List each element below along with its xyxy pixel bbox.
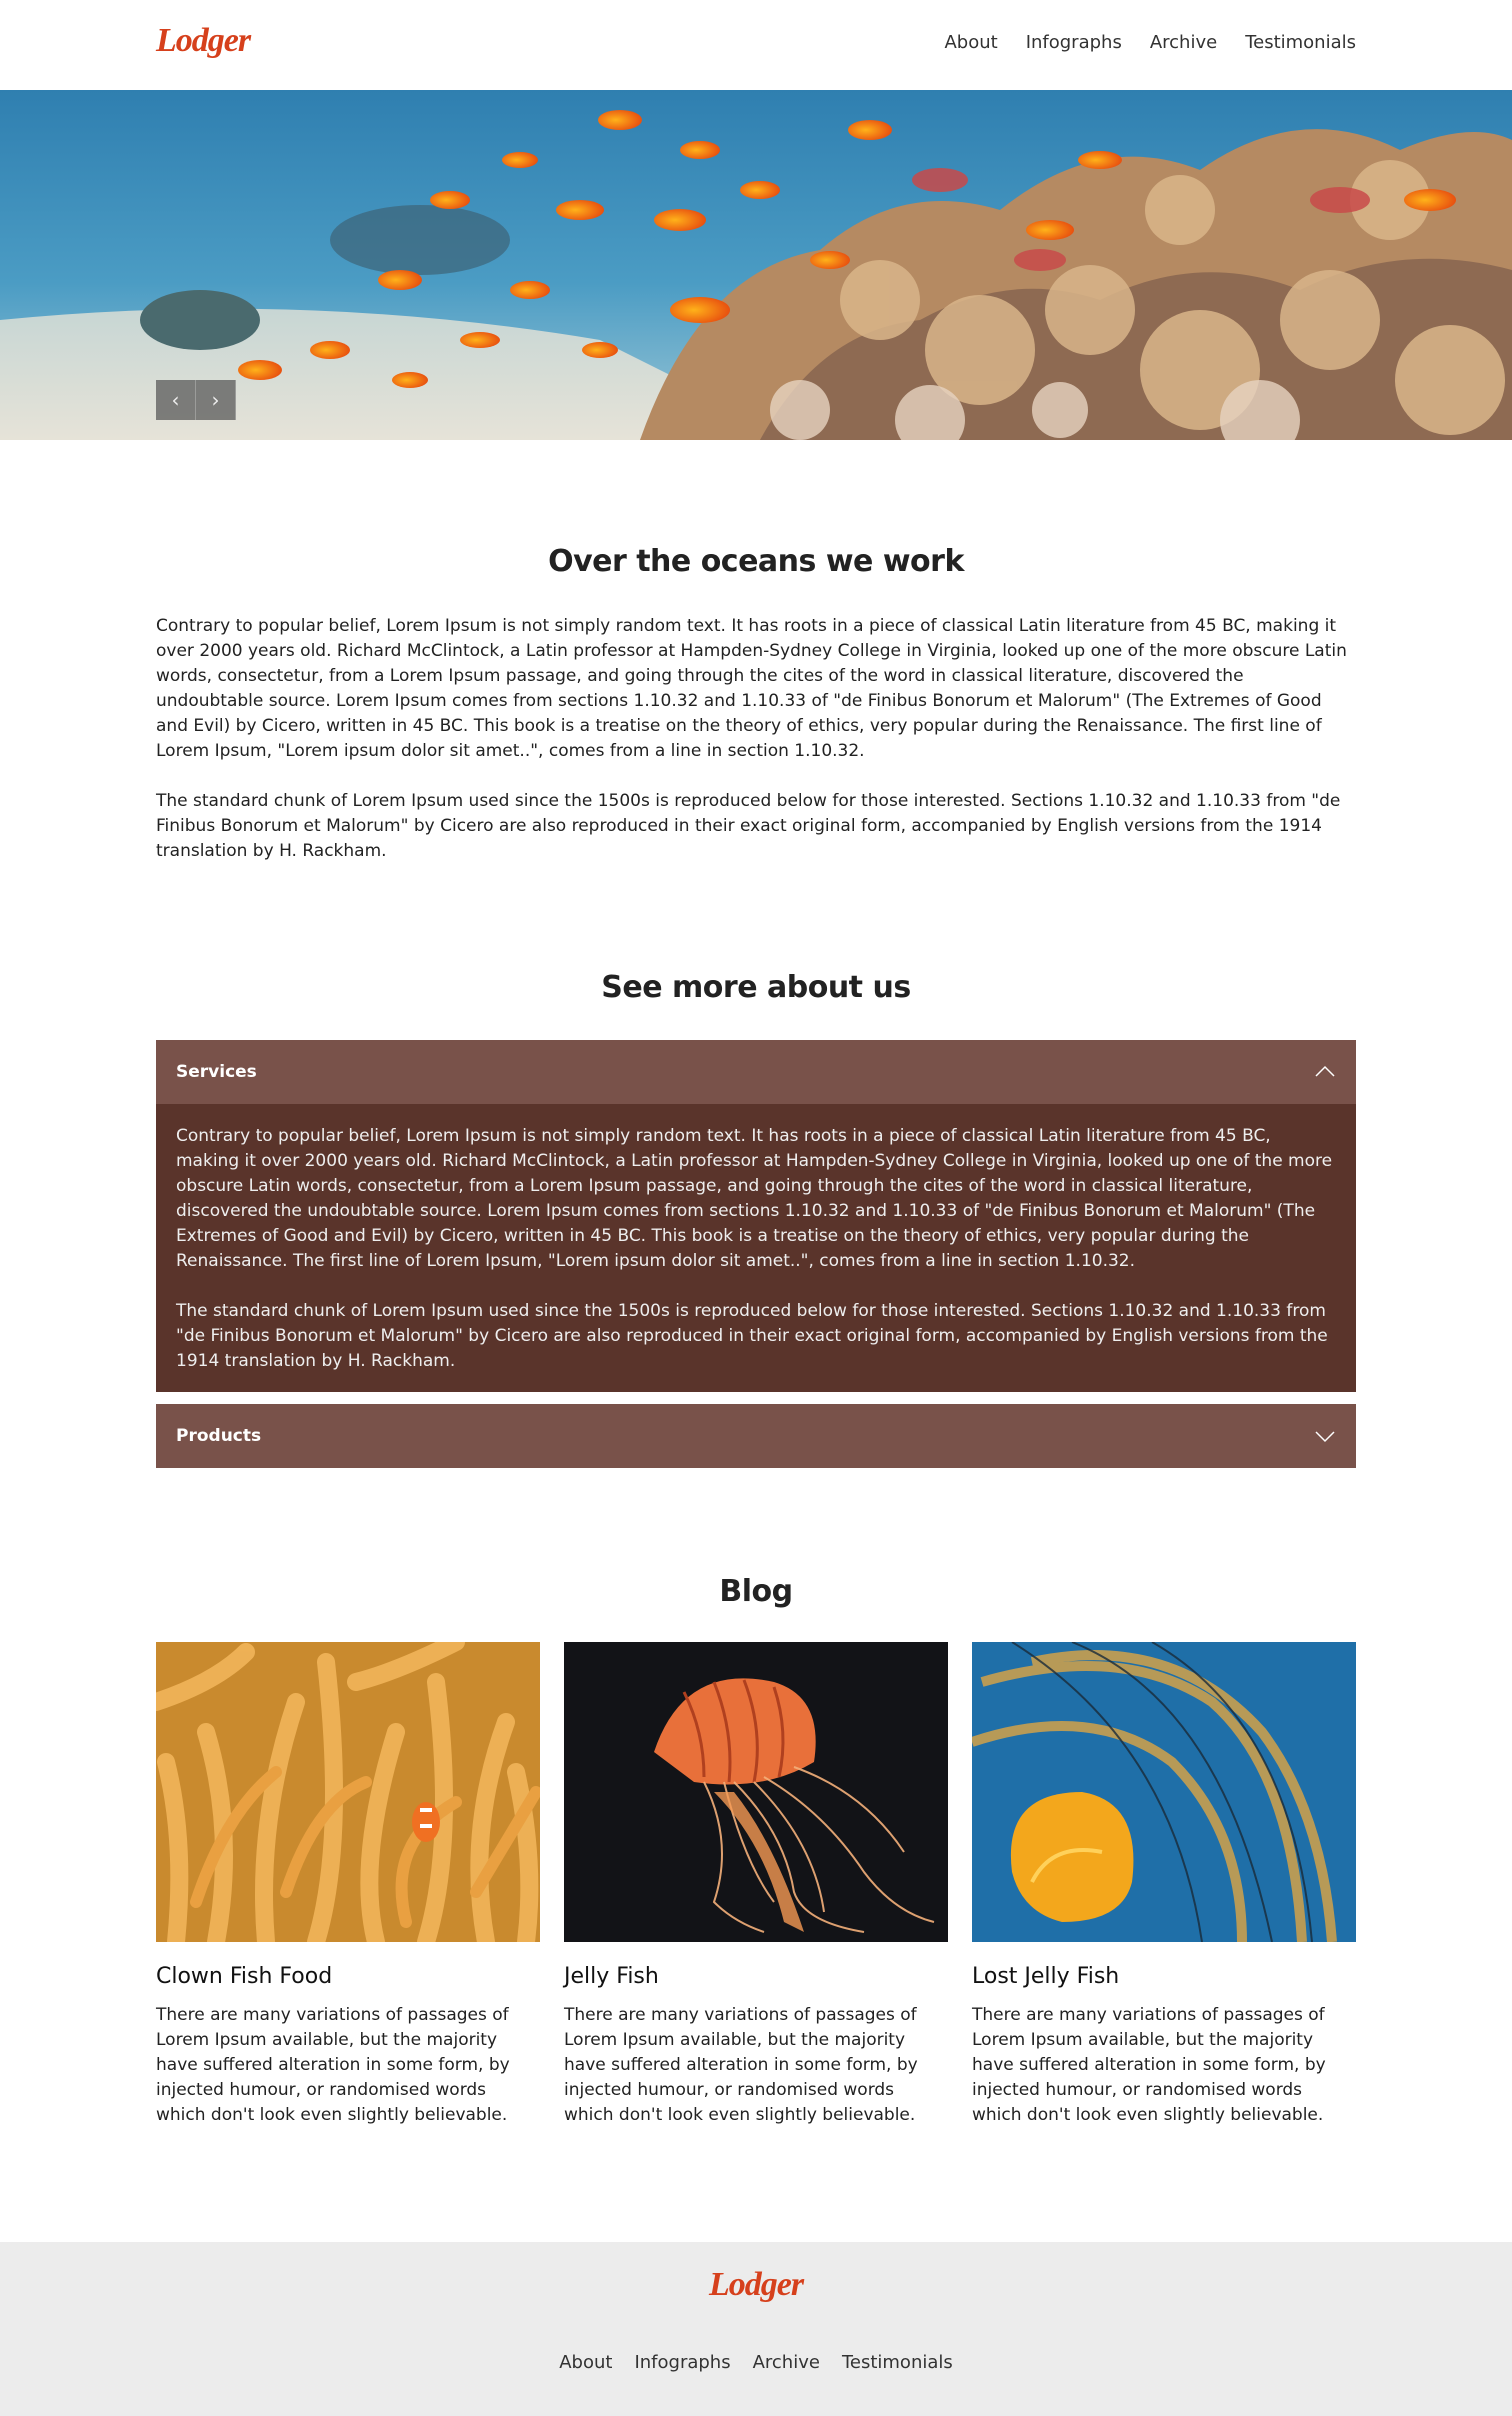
nav-link-archive[interactable]: Archive [1149,32,1218,53]
footer-logo[interactable]: Lodger [708,2266,804,2303]
blog-card[interactable] [156,1642,540,2128]
slider-prev-button[interactable] [156,380,196,420]
footer-link-archive[interactable]: Archive [752,2352,820,2373]
blog-post-title[interactable]: Lost Jelly Fish [972,1964,1120,1989]
footer-link-infographs[interactable]: Infographs [634,2352,731,2373]
main-nav [944,32,1356,53]
site-footer [0,2242,1512,2416]
blog-image-jellyfish[interactable] [564,1642,948,1942]
blog-card[interactable] [972,1642,1356,2128]
footer-link-about[interactable]: About [559,2352,613,2373]
about-paragraph-1: Contrary to popular belief, Lorem Ipsum is not simply random text. It has roots in a piece of classical Latin literature from 45 BC, making it over 2000 years old. Richard McClintock, a Latin professor at Hampden-Sydney College in Virginia, looked up one of the more obscure Latin words, consectetur, from a Lorem Ipsum passage, and going through the cites of the word in classical literature, discovered the undoubtable source. Lorem Ipsum comes from sections 1.10.32 and 1.10.33 of "de Finibus Bonorum et Malorum" (The Extremes of Good and Evil) by Cicero, written in 45 BC. This book is a treatise on the theory of ethics, very popular during the Renaissance. The first line of Lorem Ipsum, "Lorem ipsum dolor sit amet..", comes from a line in section 1.10.32. [156,616,1347,761]
chevron-left-icon: ‹ [171,388,180,412]
chevron-up-icon [1314,1061,1336,1083]
nav-link-about[interactable]: About [944,32,998,53]
blog-title: Blog [719,1574,793,1609]
see-more-title: See more about us [601,970,911,1005]
footer-nav [0,2352,1512,2373]
accordion-products-label: Products [176,1426,262,1446]
nav-link-infographs[interactable]: Infographs [1025,32,1122,53]
blog-post-title[interactable]: Clown Fish Food [156,1964,333,1989]
services-paragraph-2: The standard chunk of Lorem Ipsum used since the 1500s is reproduced below for those interested. Sections 1.10.32 and 1.10.33 from "de Finibus Bonorum et Malorum" by Cicero are also reproduced in their exact original form, accompanied by English versions from the 1914 translation by H. Rackham. [176,1301,1328,1371]
chevron-down-icon [1314,1425,1336,1447]
blog-image-clownfish[interactable] [156,1642,540,1942]
hero-slider [0,90,1512,440]
site-header [0,0,1512,90]
slider-next-button[interactable] [196,380,236,420]
accordion-services-label: Services [176,1062,257,1082]
accordion-services-header[interactable] [156,1040,1356,1104]
about-paragraph-2: The standard chunk of Lorem Ipsum used since the 1500s is reproduced below for those interested. Sections 1.10.32 and 1.10.33 from "de Finibus Bonorum et Malorum" by Cicero are also reproduced in their exact original form, accompanied by English versions from the 1914 translation by H. Rackham. [156,791,1341,861]
about-title: Over the oceans we work [548,544,964,579]
blog-image-lost-jellyfish[interactable] [972,1642,1356,1942]
nav-link-testimonials[interactable]: Testimonials [1245,32,1356,53]
footer-link-testimonials[interactable]: Testimonials [841,2352,953,2373]
blog-post-excerpt: There are many variations of passages of Lorem Ipsum available, but the majority have suffered alteration in some form, by injected humour, or randomised words which don't look even slightly believable. [564,2005,918,2125]
services-paragraph-1: Contrary to popular belief, Lorem Ipsum is not simply random text. It has roots in a piece of classical Latin literature from 45 BC, making it over 2000 years old. Richard McClintock, a Latin professor at Hampden-Sydney College in Virginia, looked up one of the more obscure Latin words, consectetur, from a Lorem Ipsum passage, and going through the cites of the word in classical literature, discovered the undoubtable source. Lorem Ipsum comes from sections 1.10.32 and 1.10.33 of "de Finibus Bonorum et Malorum" (The Extremes of Good and Evil) by Cicero, written in 45 BC. This book is a treatise on the theory of ethics, very popular during the Renaissance. The first line of Lorem Ipsum, "Lorem ipsum dolor sit amet..", comes from a line in section 1.10.32. [176,1126,1333,1271]
blog-post-excerpt: There are many variations of passages of Lorem Ipsum available, but the majority have suffered alteration in some form, by injected humour, or randomised words which don't look even slightly believable. [156,2005,510,2125]
blog-card[interactable] [564,1642,948,2128]
slider-controls [156,380,236,420]
blog-post-excerpt: There are many variations of passages of Lorem Ipsum available, but the majority have suffered alteration in some form, by injected humour, or randomised words which don't look even slightly believable. [972,2005,1326,2125]
logo[interactable]: Lodger [156,22,251,59]
blog-post-title[interactable]: Jelly Fish [564,1964,659,1989]
accordion-services-body [156,1104,1356,1392]
accordion-products-header[interactable] [156,1404,1356,1468]
chevron-right-icon: › [211,388,220,412]
